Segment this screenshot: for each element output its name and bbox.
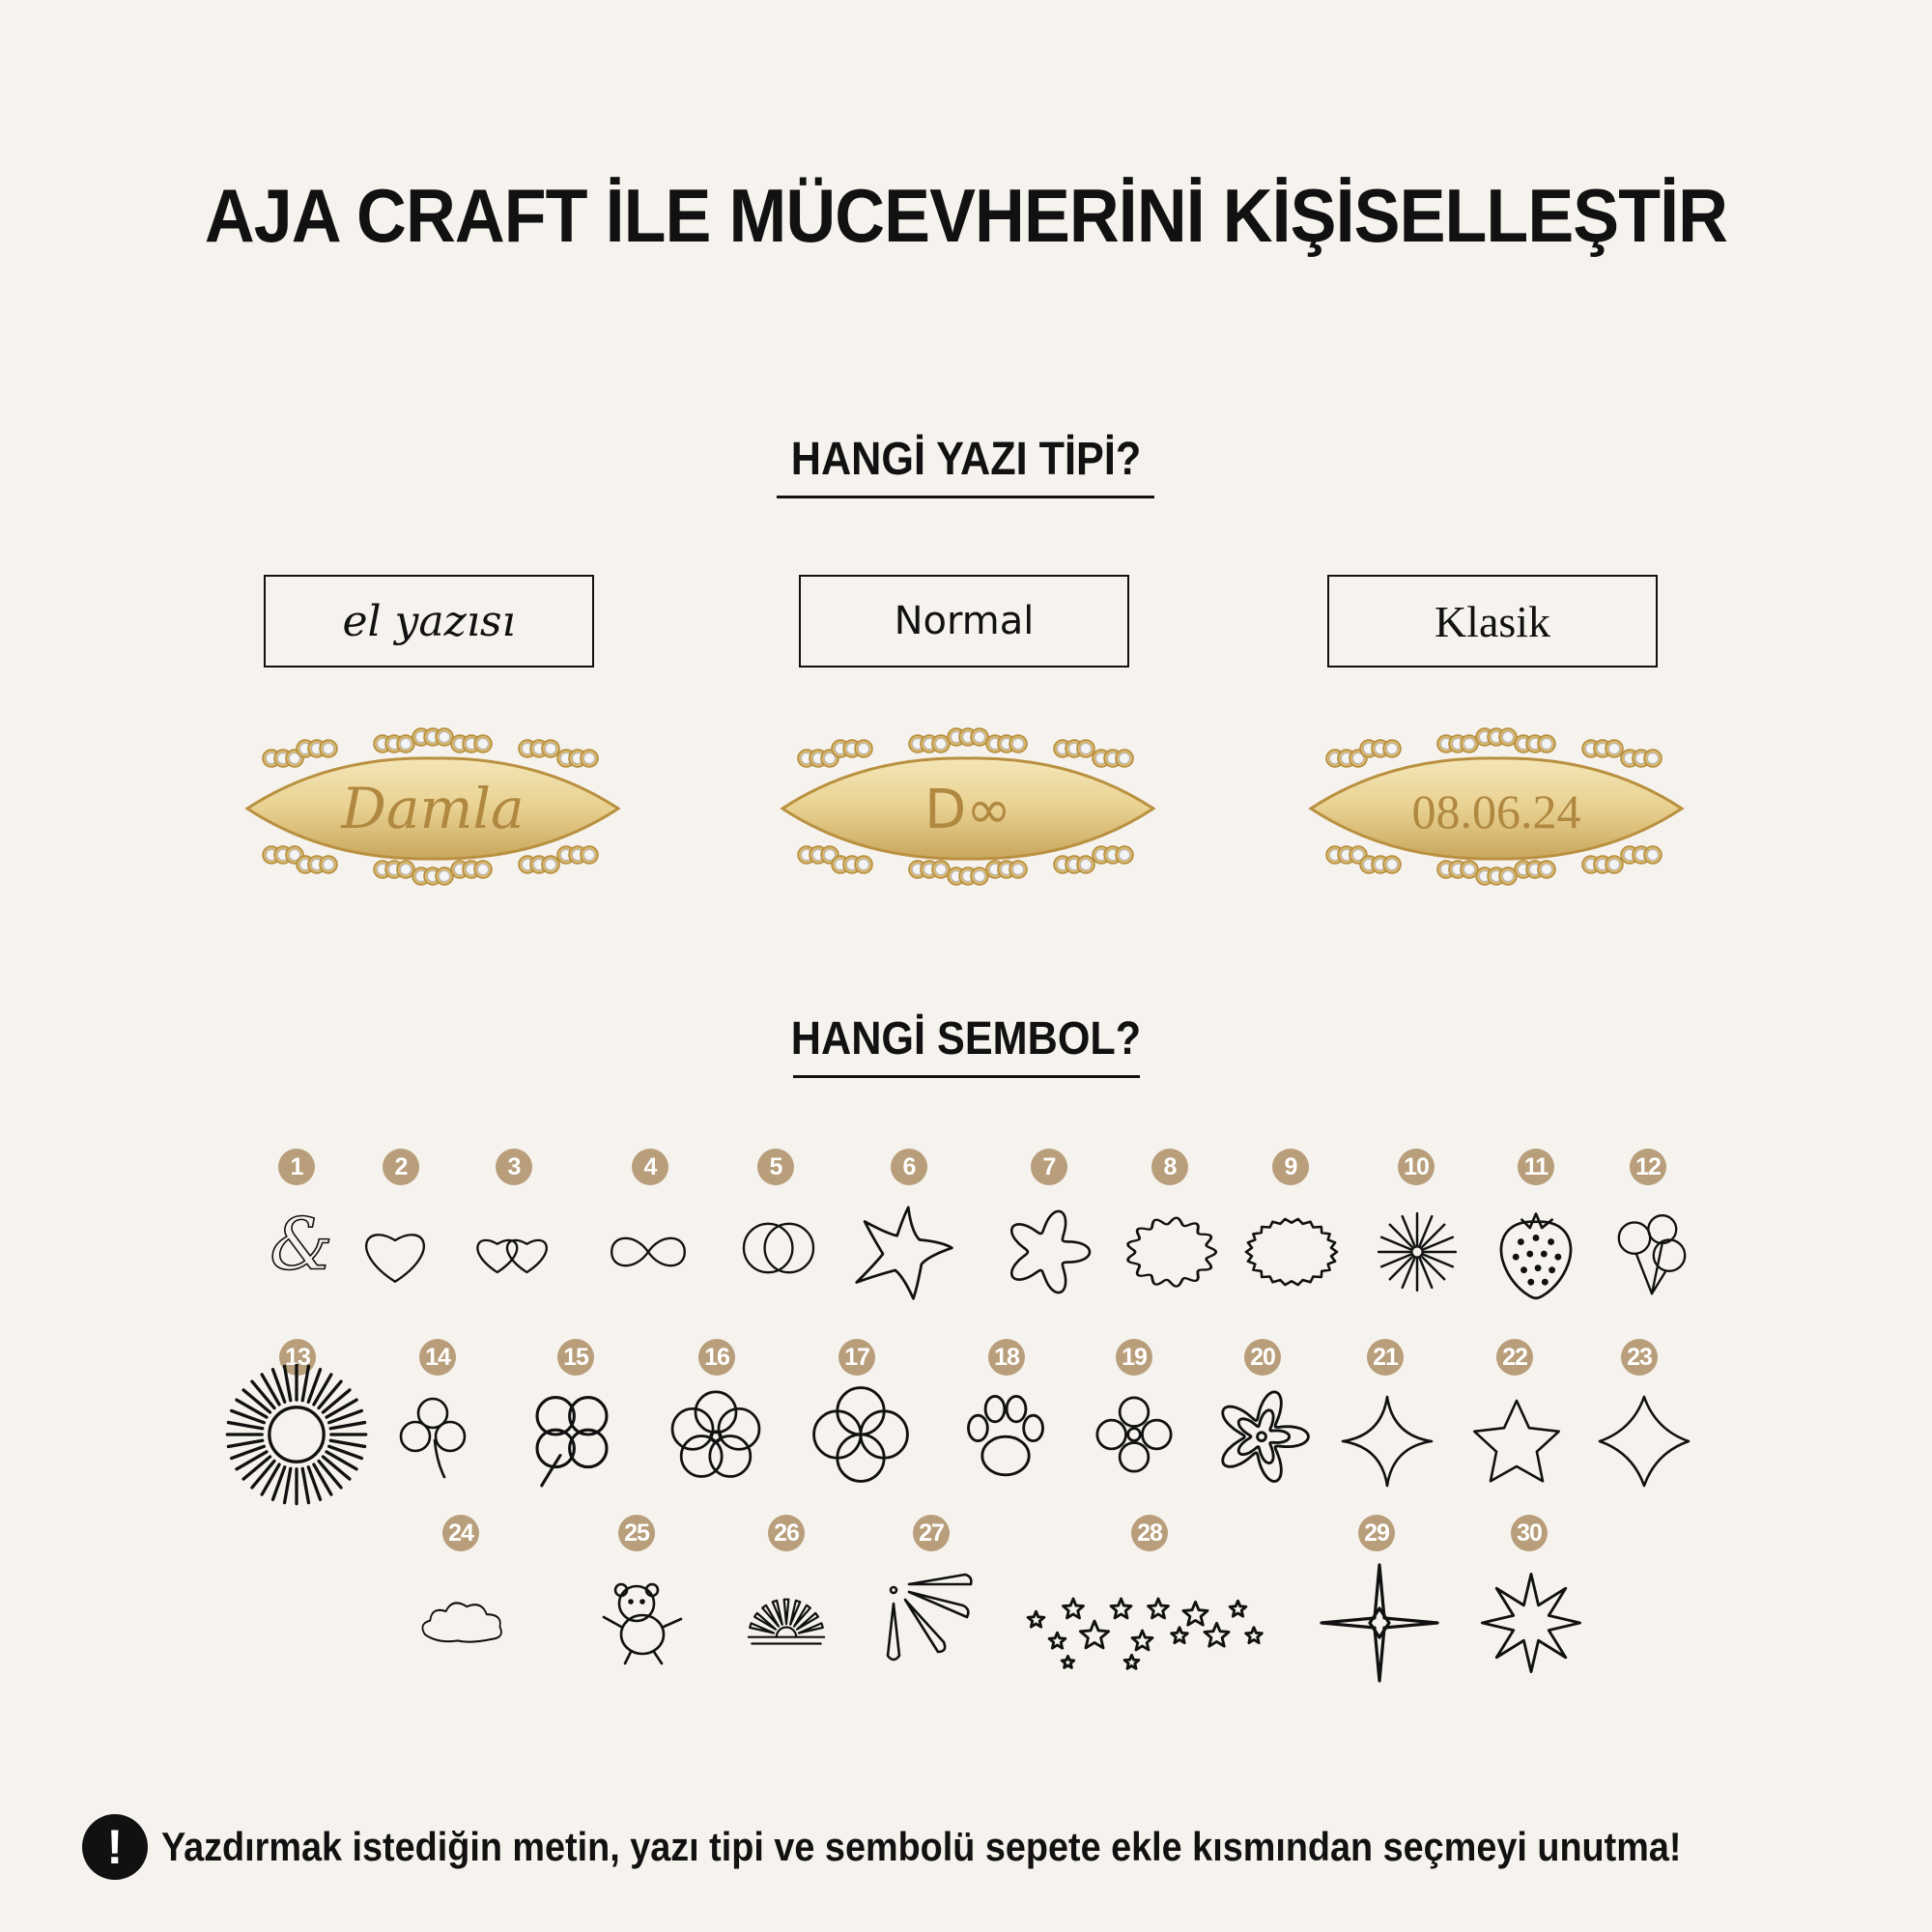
symbol-number-badge: 8 xyxy=(1151,1149,1188,1185)
stars-cluster-icon[interactable] xyxy=(1012,1577,1283,1684)
symbol-number-badge: 6 xyxy=(891,1149,927,1185)
four-point-star-icon[interactable] xyxy=(1332,1393,1443,1490)
symbol-number-badge: 2 xyxy=(383,1149,419,1185)
page-title: AJA CRAFT İLE MÜCEVHERİNİ KİŞİSELLEŞTİR xyxy=(204,173,1728,258)
symbol-number-badge: 17 xyxy=(838,1339,875,1376)
font-option-label: Normal xyxy=(894,599,1035,643)
symbol-number-badge: 19 xyxy=(1116,1339,1152,1376)
diamond-sparkle-icon[interactable] xyxy=(1584,1393,1705,1490)
symbol-number-badge: 13 xyxy=(279,1339,316,1376)
plate-engraving: Damla xyxy=(341,776,525,841)
double-heart-icon[interactable] xyxy=(450,1208,576,1295)
font-section-heading: HANGİ YAZI TİPİ? xyxy=(790,434,1142,485)
font-option-label: el yazısı xyxy=(342,596,516,646)
symbol-number-badge: 29 xyxy=(1358,1515,1395,1551)
three-leaf-clover-icon[interactable] xyxy=(384,1386,481,1483)
symbol-number-badge: 16 xyxy=(698,1339,735,1376)
symbol-number-badge: 15 xyxy=(557,1339,594,1376)
symbol-number-badge: 9 xyxy=(1272,1149,1309,1185)
ampersand-icon[interactable] xyxy=(263,1204,340,1291)
symbol-number-badge: 27 xyxy=(913,1515,950,1551)
starburst-icon[interactable] xyxy=(1367,1207,1468,1298)
symbol-number-badge: 18 xyxy=(988,1339,1025,1376)
symbol-number-badge: 24 xyxy=(442,1515,479,1551)
strawberry-icon[interactable] xyxy=(1486,1202,1586,1302)
balloons-icon[interactable] xyxy=(1608,1199,1695,1305)
exclamation-icon: ! xyxy=(82,1814,148,1880)
symbol-section-heading: HANGİ SEMBOL? xyxy=(790,1013,1142,1065)
scalloped-circle-icon[interactable] xyxy=(1119,1204,1225,1300)
symbol-number-badge: 22 xyxy=(1496,1339,1533,1376)
symbol-number-badge: 30 xyxy=(1511,1515,1548,1551)
north-star-icon[interactable] xyxy=(1307,1563,1452,1684)
blob-flower-icon[interactable] xyxy=(993,1204,1101,1300)
symbol-number-badge: 4 xyxy=(632,1149,668,1185)
plate-engraving: 08.06.24 xyxy=(1411,784,1581,838)
rings-icon[interactable] xyxy=(727,1205,830,1292)
sunrise-icon[interactable] xyxy=(733,1578,839,1661)
symbol-number-badge: 10 xyxy=(1398,1149,1435,1185)
heart-icon[interactable] xyxy=(347,1208,443,1295)
daisy-icon[interactable] xyxy=(658,1384,774,1486)
symbol-number-badge: 21 xyxy=(1367,1339,1404,1376)
shooting-rays-icon[interactable] xyxy=(880,1571,977,1667)
reminder-note xyxy=(0,1814,1932,1880)
symbol-number-badge: 12 xyxy=(1630,1149,1666,1185)
reminder-text: Yazdırmak istediğin metin, yazı tipi ve sembolü sepete ekle kısmından seçmeyi unutma! xyxy=(160,1824,1682,1869)
symbol-number-badge: 14 xyxy=(419,1339,456,1376)
font-option-label: Klasik xyxy=(1434,596,1551,646)
infinity-icon[interactable] xyxy=(595,1208,701,1295)
svg-text:&: & xyxy=(270,1204,333,1287)
symbol-number-badge: 7 xyxy=(1031,1149,1067,1185)
symbol-number-badge: 1 xyxy=(278,1149,315,1185)
symbol-number-badge: 23 xyxy=(1621,1339,1658,1376)
plate-engraving: D∞ xyxy=(924,779,1011,841)
teddy-bear-icon[interactable] xyxy=(592,1571,689,1667)
soft-star-icon[interactable] xyxy=(1462,1393,1573,1490)
cloud-icon[interactable] xyxy=(368,1580,561,1658)
symbol-number-badge: 3 xyxy=(496,1149,532,1185)
hibiscus-icon[interactable] xyxy=(1208,1381,1315,1488)
starfish-icon[interactable] xyxy=(845,1202,961,1303)
zigzag-circle-icon[interactable] xyxy=(1238,1204,1345,1300)
four-petal-flower-icon[interactable] xyxy=(803,1381,919,1488)
symbol-number-badge: 20 xyxy=(1244,1339,1281,1376)
symbol-number-badge: 11 xyxy=(1518,1149,1554,1185)
eight-point-star-icon[interactable] xyxy=(1478,1570,1584,1676)
symbol-number-badge: 25 xyxy=(618,1515,655,1551)
sun-icon[interactable] xyxy=(235,1373,358,1496)
four-leaf-clover-icon[interactable] xyxy=(514,1377,630,1492)
petal-flower-icon[interactable] xyxy=(1083,1383,1185,1486)
paw-icon[interactable] xyxy=(948,1381,1064,1488)
symbol-number-badge: 28 xyxy=(1131,1515,1168,1551)
symbol-number-badge: 5 xyxy=(757,1149,794,1185)
symbol-number-badge: 26 xyxy=(768,1515,805,1551)
